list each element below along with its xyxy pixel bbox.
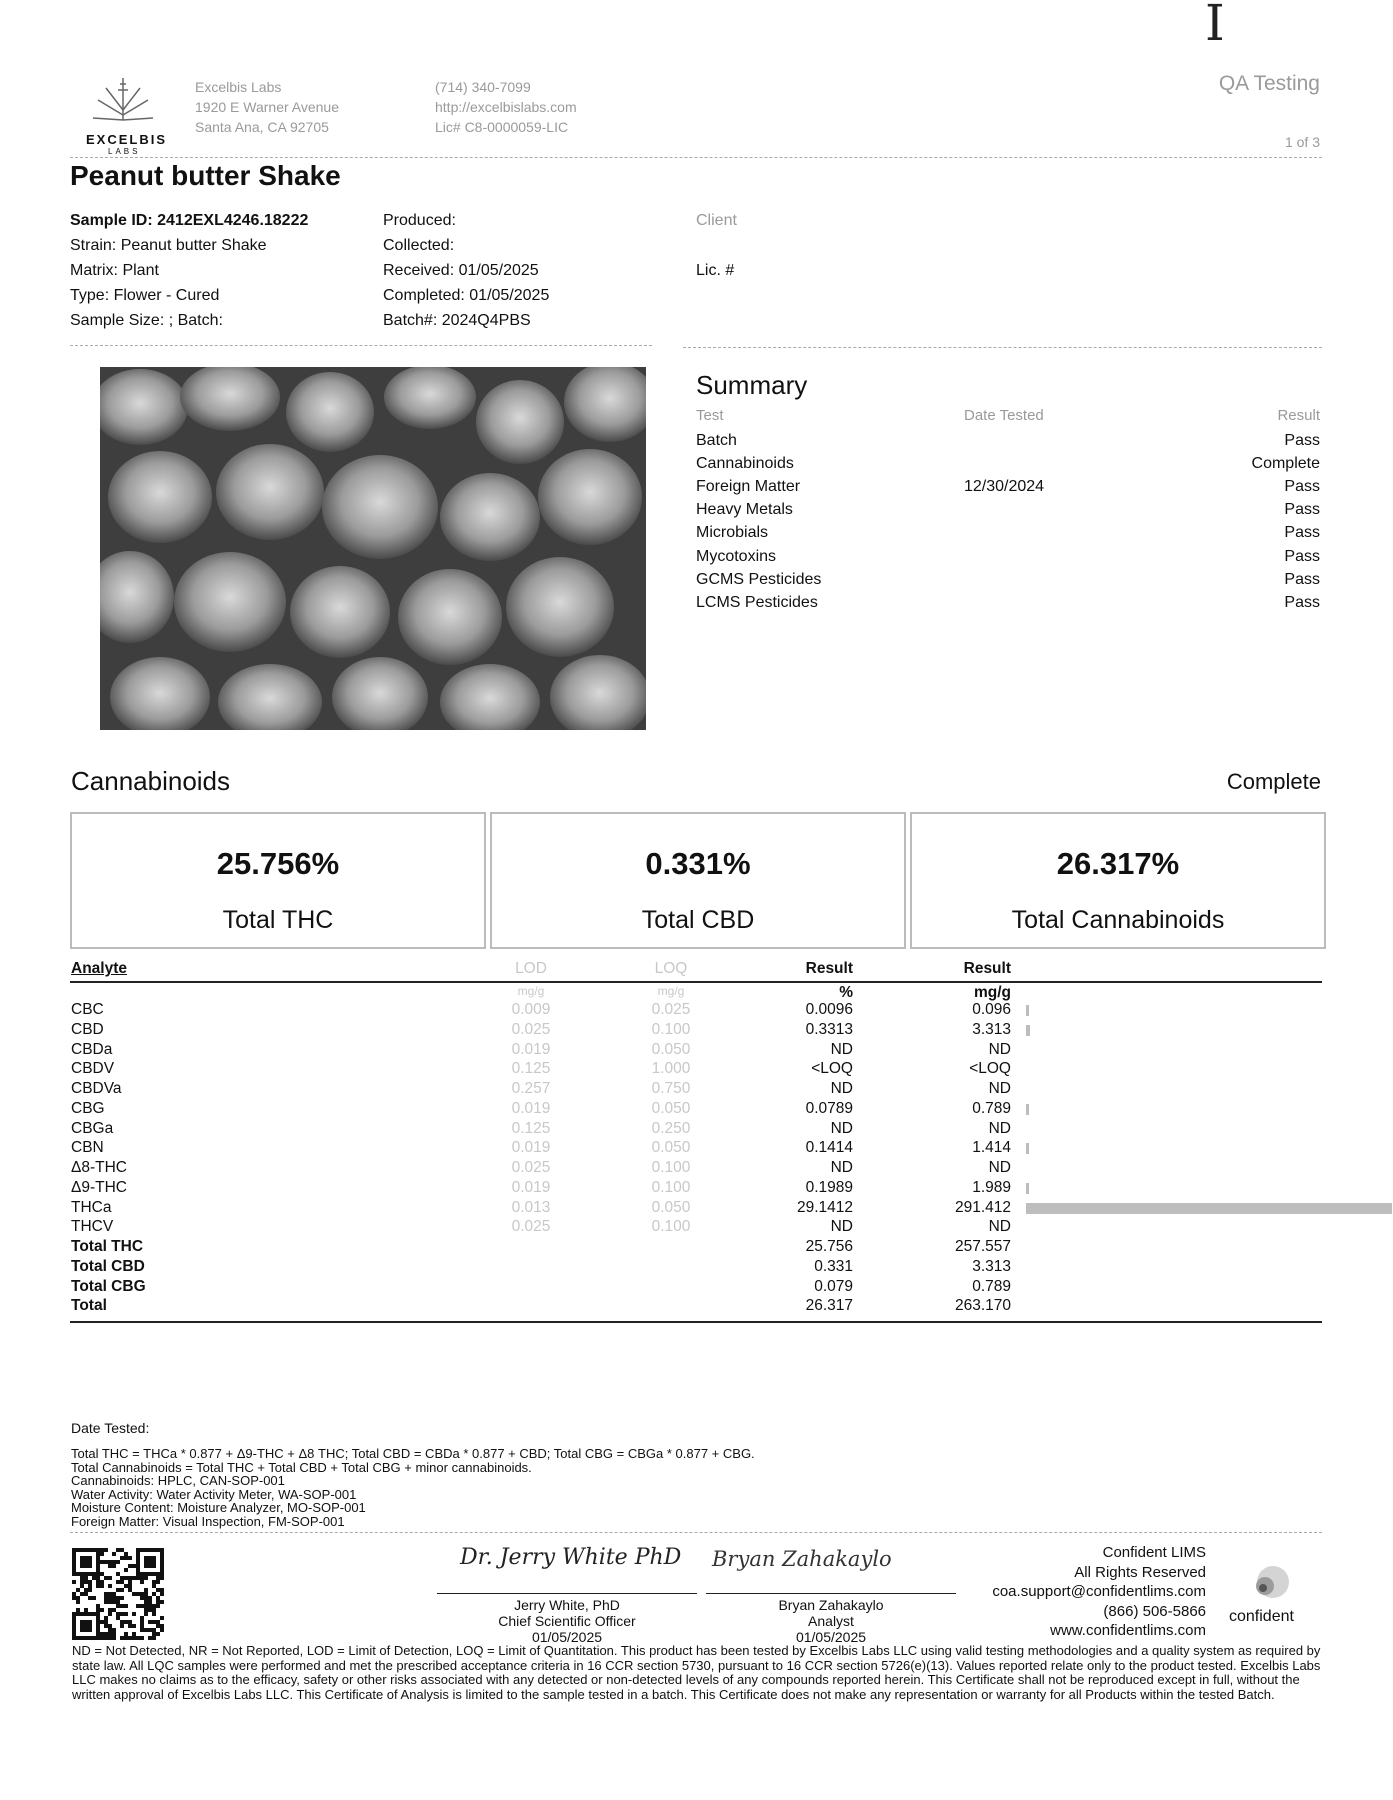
total-result-mg: 0.789 bbox=[972, 1277, 1011, 1295]
total-result-mg: 263.170 bbox=[954, 1297, 1011, 1315]
analyte-result-mg: ND bbox=[988, 1040, 1011, 1058]
summary-test: Foreign Matter bbox=[696, 478, 801, 496]
analyte-loq: 0.100 bbox=[651, 1218, 691, 1236]
analyte-row bbox=[71, 1120, 1323, 1140]
analyte-loq: 0.750 bbox=[651, 1080, 691, 1097]
type: Type: Flower - Cured bbox=[70, 287, 220, 304]
signer-2-title: Analyst bbox=[808, 1613, 854, 1629]
analyte-loq: 0.250 bbox=[651, 1119, 691, 1137]
signer-1 bbox=[437, 1597, 697, 1645]
analyte-lod: 0.025 bbox=[511, 1218, 551, 1236]
analyte-loq: 0.050 bbox=[651, 1099, 691, 1117]
analyte-result-mg: ND bbox=[988, 1119, 1011, 1137]
analyte-result-mg: 1.989 bbox=[972, 1178, 1011, 1196]
analyte-result-pct: <LOQ bbox=[811, 1060, 853, 1078]
signature-jerry-white: Dr. Jerry White PhD bbox=[460, 1545, 682, 1570]
analyte-lod: 0.025 bbox=[511, 1020, 551, 1038]
cannabinoids-title: Cannabinoids bbox=[71, 766, 231, 796]
total-thc-value: 25.756% bbox=[216, 846, 340, 881]
summary-date: 12/30/2024 bbox=[964, 478, 1045, 496]
analyte-bar bbox=[1026, 1203, 1392, 1214]
summary-row bbox=[696, 594, 1320, 617]
info-divider-right bbox=[683, 347, 1322, 348]
total-thc-box bbox=[70, 812, 486, 949]
analyte-row bbox=[71, 1080, 1323, 1100]
total-cbd-label: Total CBD bbox=[641, 906, 755, 934]
analyte-result-mg: 3.313 bbox=[972, 1020, 1011, 1038]
analyte-bar bbox=[1026, 1005, 1029, 1016]
signature-line-1 bbox=[437, 1593, 697, 1594]
excelbis-logo bbox=[78, 70, 168, 155]
table-bottom-rule bbox=[70, 1321, 1322, 1323]
unit-pct: % bbox=[839, 984, 853, 1001]
sample-info-col2 bbox=[383, 208, 549, 333]
analyte-lod: 0.019 bbox=[511, 1099, 551, 1117]
analyte-row bbox=[71, 1179, 1323, 1199]
total-result-pct: 0.079 bbox=[814, 1277, 853, 1295]
summary-test: Microbials bbox=[696, 524, 769, 542]
analyte-name: CBN bbox=[71, 1139, 104, 1157]
summary-result: Pass bbox=[1284, 570, 1320, 588]
summary-row bbox=[696, 432, 1320, 455]
analyte-loq: 1.000 bbox=[651, 1060, 691, 1078]
sample-id: Sample ID: 2412EXL4246.18222 bbox=[70, 212, 309, 229]
analyte-lod: 0.019 bbox=[511, 1178, 551, 1196]
page-indicator: 1 of 3 bbox=[1284, 134, 1320, 150]
confident-logo-icon bbox=[1235, 1562, 1315, 1606]
received: Received: 01/05/2025 bbox=[383, 262, 539, 279]
summary-test: Cannabinoids bbox=[696, 455, 794, 473]
signer-2-date: 01/05/2025 bbox=[795, 1629, 867, 1645]
analyte-lod: 0.019 bbox=[511, 1040, 551, 1058]
summary-result: Complete bbox=[1251, 455, 1320, 473]
logo-sub: LABS bbox=[108, 147, 141, 156]
header-analyte: Analyte bbox=[71, 960, 127, 977]
analyte-loq: 0.050 bbox=[651, 1040, 691, 1058]
summary-result: Pass bbox=[1284, 501, 1320, 519]
analyte-bar bbox=[1026, 1143, 1029, 1154]
signature-line-2 bbox=[706, 1593, 956, 1594]
note-line: Total THC = THCa * 0.877 + Δ9-THC + Δ8 THC; Total CBD = CBDa * 0.877 + CBD; Total CBG = CBGa * 0.877 + CBG. bbox=[71, 1446, 755, 1461]
logo-wordmark: EXCELBIS bbox=[86, 132, 168, 147]
analyte-row bbox=[71, 1159, 1323, 1179]
analyte-name: Δ8-THC bbox=[71, 1159, 127, 1176]
analyte-loq: 0.100 bbox=[651, 1178, 691, 1196]
disclaimer: ND = Not Detected, NR = Not Reported, LOD = Limit of Detection, LOQ = Limit of Quantitation. This product has been tested by Excelbis Labs LLC using valid testing methodologies and a quality system as required by state law. All LQC samples were performed and met the prescribed acceptance criteria in 16 CCR section 5730, pursuant to 16 CCR section 5726(e)(13). Values reported relate only to the product tested. Excelbis Labs LLC makes no claims as to the efficacy, safety or other risks associated with any detected or non-detected levels of any compounds reported herein. This Certificate shall not be reproduced except in full, without the written approval of Excelbis Labs LLC. This Certificate of Analysis is limited to the sample tested in a batch. This Certificate does not make any representation or warranty for all Products within the tested Batch. bbox=[72, 1643, 1321, 1702]
total-row bbox=[71, 1258, 1323, 1278]
analyte-result-mg: ND bbox=[988, 1080, 1011, 1097]
analyte-result-pct: 0.0789 bbox=[805, 1099, 853, 1117]
analyte-result-pct: ND bbox=[830, 1080, 853, 1097]
summary-row bbox=[696, 455, 1320, 478]
lab-contact bbox=[435, 77, 577, 137]
summary-row bbox=[696, 524, 1320, 547]
summary-test: Batch bbox=[696, 432, 737, 449]
analyte-lod: 0.125 bbox=[511, 1060, 551, 1078]
total-cannabinoids-label: Total Cannabinoids bbox=[1011, 906, 1225, 934]
analyte-result-pct: 0.3313 bbox=[805, 1020, 853, 1038]
note-line: Foreign Matter: Visual Inspection, FM-SOP-001 bbox=[71, 1513, 345, 1529]
analyte-result-mg: ND bbox=[988, 1159, 1011, 1176]
header-result-pct: Result bbox=[805, 960, 853, 977]
summary-header-result: Result bbox=[1277, 407, 1320, 424]
analyte-result-mg: ND bbox=[988, 1218, 1011, 1236]
total-name: Total bbox=[71, 1297, 107, 1315]
footer-divider bbox=[70, 1532, 1322, 1533]
analyte-row bbox=[71, 1021, 1323, 1041]
analyte-result-pct: ND bbox=[830, 1040, 853, 1058]
analyte-name: THCa bbox=[71, 1198, 112, 1216]
analyte-result-pct: ND bbox=[830, 1218, 853, 1236]
total-result-pct: 26.317 bbox=[805, 1297, 853, 1315]
qr-code[interactable] bbox=[72, 1548, 164, 1640]
analyte-name: THCV bbox=[71, 1218, 114, 1236]
analyte-loq: 0.100 bbox=[651, 1159, 691, 1176]
analyte-result-mg: 291.412 bbox=[954, 1198, 1011, 1216]
summary-row bbox=[696, 548, 1320, 571]
total-thc-label: Total THC bbox=[222, 906, 334, 934]
lims-info bbox=[992, 1543, 1206, 1641]
unit-mg: mg/g bbox=[973, 984, 1011, 1001]
analyte-name: CBDa bbox=[71, 1040, 113, 1058]
sample-photo bbox=[100, 367, 646, 730]
summary-header bbox=[696, 407, 1320, 430]
analyte-name: CBDVa bbox=[71, 1080, 122, 1097]
analyte-row bbox=[71, 1041, 1323, 1061]
total-row bbox=[71, 1278, 1323, 1298]
analyte-result-mg: 0.096 bbox=[972, 1001, 1011, 1018]
summary-title: Summary bbox=[696, 370, 808, 400]
lims-phone: (866) 506-5866 bbox=[1103, 1602, 1206, 1620]
note-line: Water Activity: Water Activity Meter, WA-SOP-001 bbox=[71, 1486, 357, 1502]
analyte-bar bbox=[1026, 1025, 1030, 1036]
signer-1-date: 01/05/2025 bbox=[531, 1629, 603, 1645]
analyte-result-mg: <LOQ bbox=[969, 1060, 1011, 1078]
date-tested-label: Date Tested: bbox=[71, 1420, 150, 1436]
summary-result: Pass bbox=[1284, 432, 1320, 449]
analyte-name: CBC bbox=[71, 1001, 104, 1018]
client: Client bbox=[696, 212, 737, 229]
analyte-result-pct: 0.1989 bbox=[805, 1178, 853, 1196]
total-name: Total CBG bbox=[71, 1277, 146, 1295]
analyte-row bbox=[71, 1218, 1323, 1238]
lab-license: Lic# C8-0000059-LIC bbox=[435, 119, 569, 135]
completed: Completed: 01/05/2025 bbox=[383, 287, 550, 304]
analyte-loq: 0.025 bbox=[651, 1001, 691, 1018]
summary-test: LCMS Pesticides bbox=[696, 593, 818, 611]
analyte-loq: 0.100 bbox=[651, 1020, 691, 1038]
analyte-lod: 0.257 bbox=[511, 1080, 551, 1097]
cannabinoids-status: Complete bbox=[1226, 769, 1321, 794]
analyte-result-mg: 1.414 bbox=[972, 1139, 1011, 1157]
confident-logo bbox=[1229, 1562, 1315, 1632]
lims-email[interactable]: coa.support@confidentlims.com bbox=[992, 1583, 1206, 1600]
total-cannabinoids-value: 26.317% bbox=[1056, 846, 1180, 881]
total-result-pct: 0.331 bbox=[814, 1257, 853, 1275]
analyte-loq: 0.050 bbox=[651, 1198, 691, 1216]
analyte-lod: 0.125 bbox=[511, 1119, 551, 1137]
summary-result: Pass bbox=[1284, 547, 1320, 565]
summary-test: GCMS Pesticides bbox=[696, 570, 822, 588]
lab-name: Excelbis Labs bbox=[195, 79, 282, 95]
header-lod: LOD bbox=[515, 960, 547, 977]
lims-name: Confident LIMS bbox=[1102, 1544, 1206, 1561]
total-result-mg: 257.557 bbox=[954, 1238, 1011, 1255]
lab-website[interactable]: http://excelbislabs.com bbox=[435, 99, 577, 115]
summary-result: Pass bbox=[1284, 478, 1320, 496]
signer-1-title: Chief Scientific Officer bbox=[498, 1613, 636, 1629]
analyte-row bbox=[71, 1001, 1323, 1021]
lab-phone: (714) 340-7099 bbox=[435, 79, 531, 95]
analyte-result-pct: 29.1412 bbox=[796, 1198, 853, 1216]
analyte-row bbox=[71, 1060, 1323, 1080]
header-result-mg: Result bbox=[963, 960, 1011, 977]
analyte-name: CBDV bbox=[71, 1060, 115, 1078]
summary-header-test: Test bbox=[696, 407, 724, 424]
analyte-row bbox=[71, 1199, 1323, 1219]
summary-test: Mycotoxins bbox=[696, 547, 777, 565]
header-divider bbox=[70, 157, 1322, 158]
summary-row bbox=[696, 571, 1320, 594]
analyte-result-mg: 0.789 bbox=[972, 1099, 1011, 1117]
header-loq: LOQ bbox=[654, 960, 688, 977]
total-row bbox=[71, 1297, 1323, 1317]
analyte-bar bbox=[1026, 1104, 1029, 1115]
analyte-row bbox=[71, 1100, 1323, 1120]
note-line: Cannabinoids: HPLC, CAN-SOP-001 bbox=[71, 1473, 285, 1488]
summary-row bbox=[696, 501, 1320, 524]
batch-number: Batch#: 2024Q4PBS bbox=[383, 312, 531, 329]
note-line: Total Cannabinoids = Total THC + Total CBD + Total CBG + minor cannabinoids. bbox=[71, 1459, 532, 1475]
signer-1-name: Jerry White, PhD bbox=[514, 1597, 620, 1613]
corner-mark: I bbox=[1205, 0, 1225, 52]
total-result-mg: 3.313 bbox=[972, 1257, 1011, 1275]
confident-logo-text: confident bbox=[1229, 1608, 1294, 1625]
lab-address bbox=[195, 77, 339, 137]
total-cbd-value: 0.331% bbox=[645, 846, 751, 881]
lab-address-line2: Santa Ana, CA 92705 bbox=[195, 119, 329, 135]
lab-address-line1: 1920 E Warner Avenue bbox=[195, 99, 339, 115]
analyte-name: CBD bbox=[71, 1020, 104, 1038]
analyte-name: CBG bbox=[71, 1099, 105, 1117]
summary-row bbox=[696, 478, 1320, 501]
total-cbd-box bbox=[490, 812, 906, 949]
summary-test: Heavy Metals bbox=[696, 501, 793, 519]
analyte-table-header bbox=[71, 960, 1323, 980]
analyte-lod: 0.009 bbox=[511, 1001, 551, 1018]
lims-rights: All Rights Reserved bbox=[1074, 1563, 1206, 1581]
total-name: Total THC bbox=[71, 1238, 144, 1255]
analyte-lod: 0.019 bbox=[511, 1139, 551, 1157]
info-divider-left bbox=[70, 345, 652, 346]
method-notes bbox=[71, 1447, 755, 1528]
strain: Strain: Peanut butter Shake bbox=[70, 237, 267, 254]
analyte-name: CBGa bbox=[71, 1119, 114, 1137]
unit-loq: mg/g bbox=[657, 984, 685, 998]
collected: Collected: bbox=[383, 237, 455, 254]
report-type: QA Testing bbox=[1218, 72, 1320, 95]
analyte-result-pct: ND bbox=[830, 1159, 853, 1176]
table-top-rule bbox=[70, 981, 1322, 983]
analyte-result-pct: ND bbox=[830, 1119, 853, 1137]
analyte-result-pct: 0.0096 bbox=[805, 1001, 853, 1018]
sample-size: Sample Size: ; Batch: bbox=[70, 312, 223, 329]
total-cannabinoids-box bbox=[910, 812, 1326, 949]
analyte-name: Δ9-THC bbox=[71, 1178, 127, 1196]
matrix: Matrix: Plant bbox=[70, 262, 159, 279]
total-result-pct: 25.756 bbox=[805, 1238, 853, 1255]
signature-bryan-zahakaylo: Bryan Zahakaylo bbox=[712, 1547, 892, 1571]
client-info bbox=[696, 208, 737, 283]
summary-header-date: Date Tested bbox=[964, 407, 1044, 424]
sample-info-col1 bbox=[70, 208, 308, 333]
analyte-bar bbox=[1026, 1183, 1029, 1194]
analyte-lod: 0.025 bbox=[511, 1159, 551, 1176]
lims-web[interactable]: www.confidentlims.com bbox=[1050, 1622, 1206, 1639]
analyte-loq: 0.050 bbox=[651, 1139, 691, 1157]
cannabis-leaf-icon bbox=[78, 70, 168, 130]
unit-lod: mg/g bbox=[517, 984, 545, 998]
client-license: Lic. # bbox=[696, 262, 735, 279]
produced: Produced: bbox=[383, 212, 456, 229]
analyte-row bbox=[71, 1139, 1323, 1159]
summary-result: Pass bbox=[1284, 524, 1320, 542]
product-title: Peanut butter Shake bbox=[70, 160, 341, 191]
summary-result: Pass bbox=[1284, 593, 1320, 611]
analyte-result-pct: 0.1414 bbox=[805, 1139, 853, 1157]
signer-2-name: Bryan Zahakaylo bbox=[778, 1597, 884, 1613]
total-row bbox=[71, 1238, 1323, 1258]
total-name: Total CBD bbox=[71, 1257, 145, 1275]
note-line: Moisture Content: Moisture Analyzer, MO-SOP-001 bbox=[71, 1500, 366, 1515]
signer-2 bbox=[706, 1597, 956, 1645]
analyte-lod: 0.013 bbox=[511, 1198, 551, 1216]
